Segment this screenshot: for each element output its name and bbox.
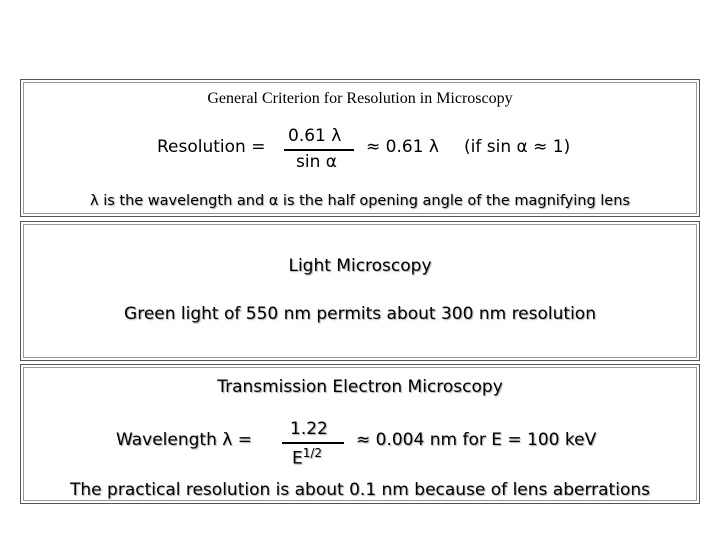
- resolution-condition: (if sin α ≈ 1): [464, 137, 571, 157]
- light-microscopy-title: Light Microscopy: [288, 256, 432, 276]
- criterion-note: λ is the wavelength and α is the half opening angle of the magnifying lens: [90, 193, 630, 209]
- wavelength-denominator: [292, 446, 322, 469]
- resolution-numerator: 0.61 λ: [288, 126, 342, 146]
- wavelength-numerator: 1.22: [290, 419, 328, 439]
- wavelength-denominator-base: E: [292, 448, 303, 469]
- resolution-label: Resolution =: [157, 137, 266, 157]
- wavelength-fraction-line: [282, 442, 344, 444]
- resolution-fraction-line: [284, 149, 354, 151]
- resolution-denominator: sin α: [296, 152, 337, 172]
- light-microscopy-box: [20, 221, 700, 361]
- light-microscopy-text: Green light of 550 nm permits about 300 nm resolution: [124, 304, 596, 324]
- tem-title: Transmission Electron Microscopy: [217, 377, 503, 397]
- resolution-approx: ≈ 0.61 λ: [366, 137, 439, 157]
- wavelength-denominator-exponent: 1/2: [302, 446, 323, 460]
- wavelength-approx: ≈ 0.004 nm for E = 100 keV: [356, 430, 597, 450]
- tem-practical-resolution: The practical resolution is about 0.1 nm because of lens aberrations: [70, 480, 650, 500]
- wavelength-label: Wavelength λ =: [116, 430, 252, 450]
- criterion-title: General Criterion for Resolution in Microscopy: [207, 90, 513, 107]
